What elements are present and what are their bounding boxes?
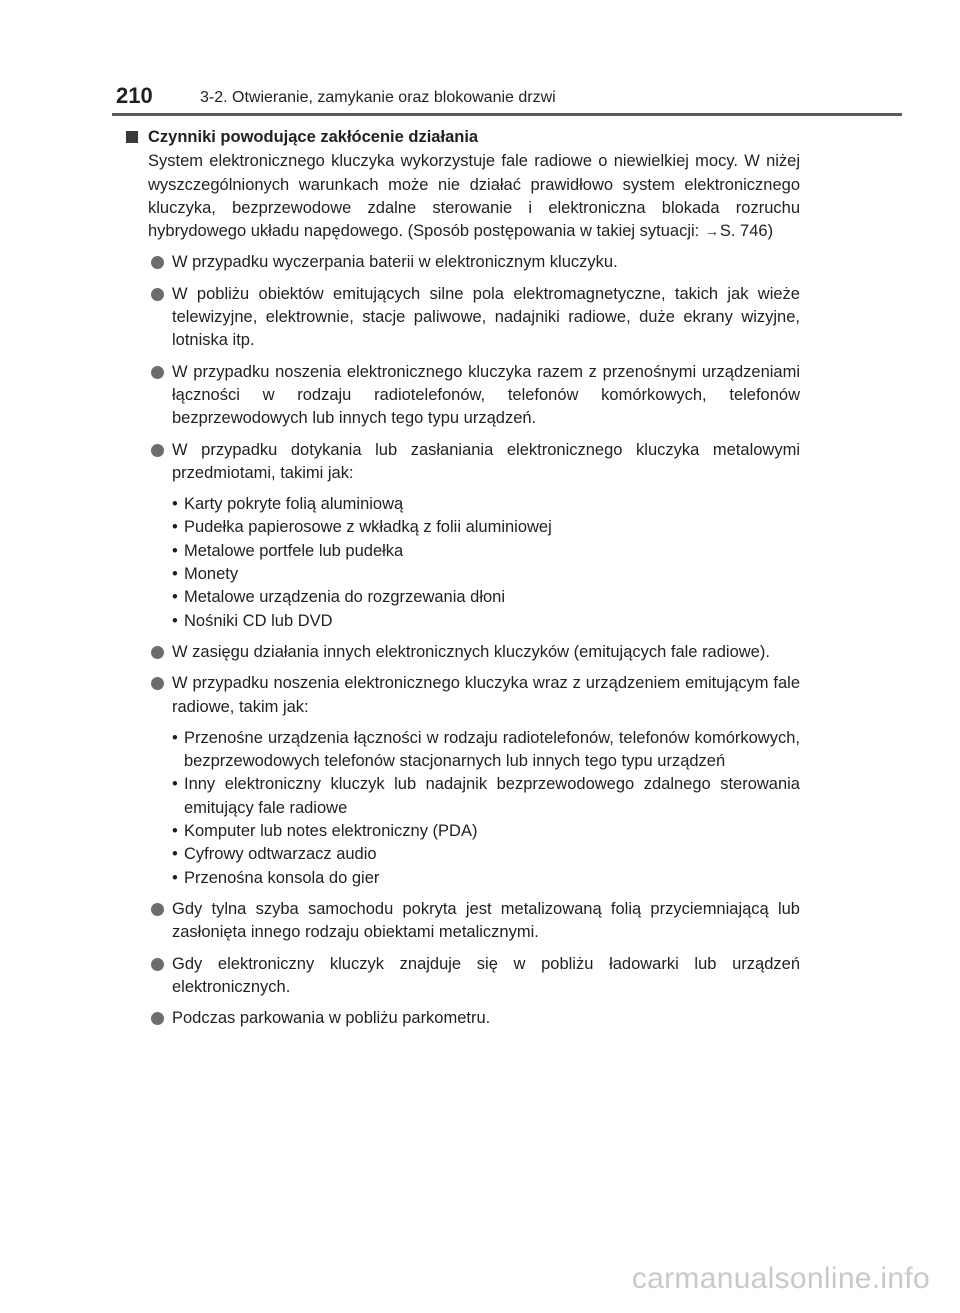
sublist-item: • Pudełka papierosowe z wkładką z folii aluminiowej xyxy=(172,516,800,539)
sublist-item: • Komputer lub notes elektroniczny (PDA) xyxy=(172,820,800,843)
page-number: 210 xyxy=(116,83,153,108)
list-item xyxy=(126,641,800,664)
list-item xyxy=(126,898,800,945)
circle-bullet-icon xyxy=(151,903,164,916)
chapter-title: 3-2. Otwieranie, zamykanie oraz blokowanie drzwi xyxy=(200,89,556,106)
circle-bullet-icon xyxy=(151,646,164,659)
list-item xyxy=(126,1007,800,1030)
list-item-text: Gdy elektroniczny kluczyk znajduje się w pobliżu ładowarki lub urządzeń elektronicznych. xyxy=(172,954,800,996)
circle-bullet-icon xyxy=(151,366,164,379)
list-item-text: Podczas parkowania w pobliżu parkometru. xyxy=(172,1009,491,1028)
sublist-radio-devices xyxy=(126,727,800,890)
list-item-text: W przypadku dotykania lub zasłaniania elektronicznego kluczyka metalowymi przedmiotami, takimi jak: xyxy=(172,440,800,482)
circle-bullet-icon xyxy=(151,256,164,269)
circle-bullet-icon xyxy=(151,958,164,971)
intro-page-reference: S. 746) xyxy=(719,222,774,241)
list-item-text: W przypadku noszenia elektronicznego kluczyka razem z przenośnymi urządzeniami łączności w rodzaju radiotelefonów, telefonów komórkowych, telefonów bezprzewodowych lub innych tego typu urządzeń. xyxy=(172,362,800,428)
sublist-item: • Nośniki CD lub DVD xyxy=(172,610,800,633)
sublist-item: • Cyfrowy odtwarzacz audio xyxy=(172,843,800,866)
circle-bullet-icon xyxy=(151,1012,164,1025)
section-title: Czynniki powodujące zakłócenie działania xyxy=(148,128,479,146)
list-item-text: W pobliżu obiektów emitujących silne pola elektromagnetyczne, takich jak wieże telewizyjne, elektrownie, stacje paliwowe, nadajniki radiowe, duże ekrany wizyjne, lotniska itp. xyxy=(172,284,800,350)
sublist-item: • Monety xyxy=(172,563,800,586)
list-item-text: W przypadku wyczerpania baterii w elektronicznym kluczyku. xyxy=(172,253,618,272)
circle-bullet-icon xyxy=(151,444,164,457)
circle-bullet-icon xyxy=(151,677,164,690)
sublist-metal-objects xyxy=(126,493,800,633)
list-item xyxy=(126,953,800,1000)
page-header xyxy=(112,82,902,112)
sublist-item: • Karty pokryte folią aluminiową xyxy=(172,493,800,516)
circle-bullet-icon xyxy=(151,288,164,301)
list-item-text: W przypadku noszenia elektronicznego kluczyka wraz z urządzeniem emitującym fale radiowe, takim jak: xyxy=(172,674,800,716)
sublist-item: • Przenośne urządzenia łączności w rodzaju radiotelefonów, telefonów komórkowych, bezprzewodowych telefonów stacjonarnych lub innych tego typu urządzeń xyxy=(172,727,800,774)
sublist-item: • Przenośna konsola do gier xyxy=(172,867,800,890)
list-item xyxy=(126,361,800,431)
watermark: carmanualsonline.info xyxy=(631,1262,930,1295)
list-item xyxy=(126,439,800,486)
sublist-item: • Inny elektroniczny kluczyk lub nadajnik bezprzewodowego zdalnego sterowania emitujący fale radiowe xyxy=(172,773,800,820)
list-item xyxy=(126,251,800,274)
list-item xyxy=(126,672,800,719)
list-item-text: Gdy tylna szyba samochodu pokryta jest metalizowaną folią przyciemniającą lub zasłonięta innego rodzaju obiektami metalicznymi. xyxy=(172,899,800,942)
list-item-text: W zasięgu działania innych elektronicznych kluczyków (emitujących fale radiowe). xyxy=(172,642,770,661)
section-content xyxy=(126,126,800,1030)
sublist-item: • Metalowe urządzenia do rozgrzewania dłoni xyxy=(172,586,800,609)
sublist-item: • Metalowe portfele lub pudełka xyxy=(172,540,800,563)
header-divider xyxy=(112,113,902,116)
intro-text: System elektronicznego kluczyka wykorzystuje fale radiowe o niewielkiej mocy. W niżej wyszczególnionych warunkach może nie działać prawidłowo system elektronicznego kluczyka, bezprzewodowe zdalne sterowanie i elektroniczna blokada rozruchu hybrydowego układu napędowego. (Sposób postępowania w takiej sytuacji: xyxy=(148,152,800,241)
section-intro xyxy=(126,150,800,243)
arrow-right-icon: → xyxy=(704,223,719,240)
list-item xyxy=(126,283,800,353)
section-heading xyxy=(126,126,800,149)
square-bullet-icon xyxy=(126,131,138,143)
